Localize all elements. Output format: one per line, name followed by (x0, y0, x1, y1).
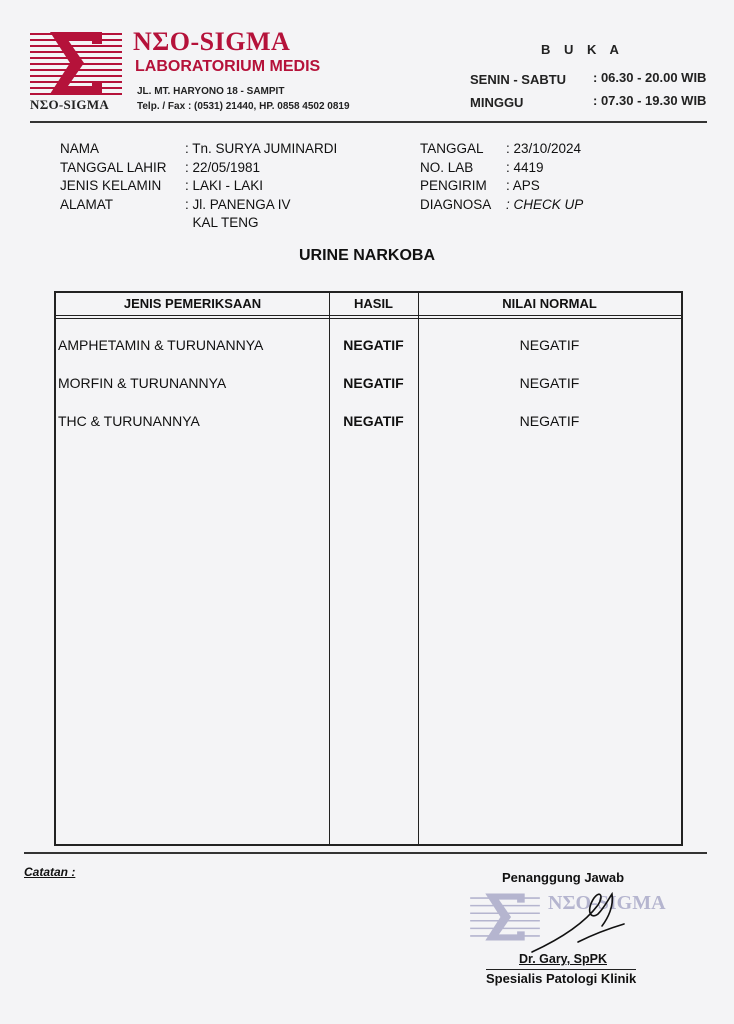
doctor-specialty: Spesialis Patologi Klinik (486, 971, 637, 986)
brand-name: NΣO-SIGMA (133, 27, 291, 56)
header-divider-line (56, 315, 681, 316)
address: JL. MT. HARYONO 18 - SAMPIT (137, 86, 285, 97)
header-divider-line (56, 318, 681, 319)
table-row-test: AMPHETAMIN & TURUNANNYA (58, 337, 264, 353)
table-row-normal: NEGATIF (519, 413, 580, 429)
phone: Telp. / Fax : (0531) 21440, HP. 0858 4502 0819 (137, 101, 350, 112)
patient-row: TANGGAL LAHIR : 22/05/1981 (60, 159, 261, 175)
table-row-result: NEGATIF (343, 413, 404, 429)
table-row-normal: NEGATIF (519, 375, 580, 391)
header-divider (30, 121, 707, 123)
signature-icon (528, 880, 628, 960)
report-title: URINE NARKOBA (299, 247, 435, 264)
patient-row: ALAMAT : Jl. PANENGA IV (60, 196, 291, 212)
patient-info-left (60, 140, 337, 233)
patient-row: KAL TENG (185, 215, 259, 230)
hours-time-sunday: : 07.30 - 19.30 WIB (593, 93, 707, 108)
column-header-normal: NILAI NORMAL (502, 296, 597, 311)
patient-row: TANGGAL : 23/10/2024 (420, 141, 582, 156)
brand-subtitle: LABORATORIUM MEDIS (135, 58, 321, 75)
patient-info-right (420, 140, 583, 214)
notes-label: Catatan : (24, 865, 76, 879)
patient-row: JENIS KELAMIN : LAKI - LAKI (60, 178, 264, 193)
hours-title: B U K A (541, 42, 624, 57)
table-row-normal: NEGATIF (519, 337, 580, 353)
logo-caption: NΣO-SIGMA (30, 97, 110, 112)
results-table (54, 291, 683, 846)
hours-day-weekday: SENIN - SABTU (470, 72, 567, 87)
responsible-label: Penanggung Jawab (502, 870, 625, 885)
table-row-result: NEGATIF (343, 375, 404, 391)
sigma-logo-icon (30, 30, 122, 96)
table-row-test: MORFIN & TURUNANNYA (58, 375, 227, 391)
hours-time-weekday: : 06.30 - 20.00 WIB (593, 70, 707, 85)
stamp-text: NΣO-SIGMA (548, 892, 666, 914)
table-row-result: NEGATIF (343, 337, 404, 353)
patient-row: PENGIRIM : APS (420, 178, 540, 193)
patient-row: NAMA : Tn. SURYA JUMINARDI (60, 141, 338, 156)
doctor-name: Dr. Gary, SpPK (519, 952, 607, 966)
footer-divider (24, 852, 707, 854)
column-header-test: JENIS PEMERIKSAAN (123, 296, 262, 311)
hours-day-sunday: MINGGU (470, 95, 524, 110)
column-header-result: HASIL (354, 296, 393, 311)
patient-row: DIAGNOSA : CHECK UP (420, 196, 584, 212)
patient-row: NO. LAB : 4419 (420, 159, 544, 175)
table-row-test: THC & TURUNANNYA (58, 413, 200, 429)
